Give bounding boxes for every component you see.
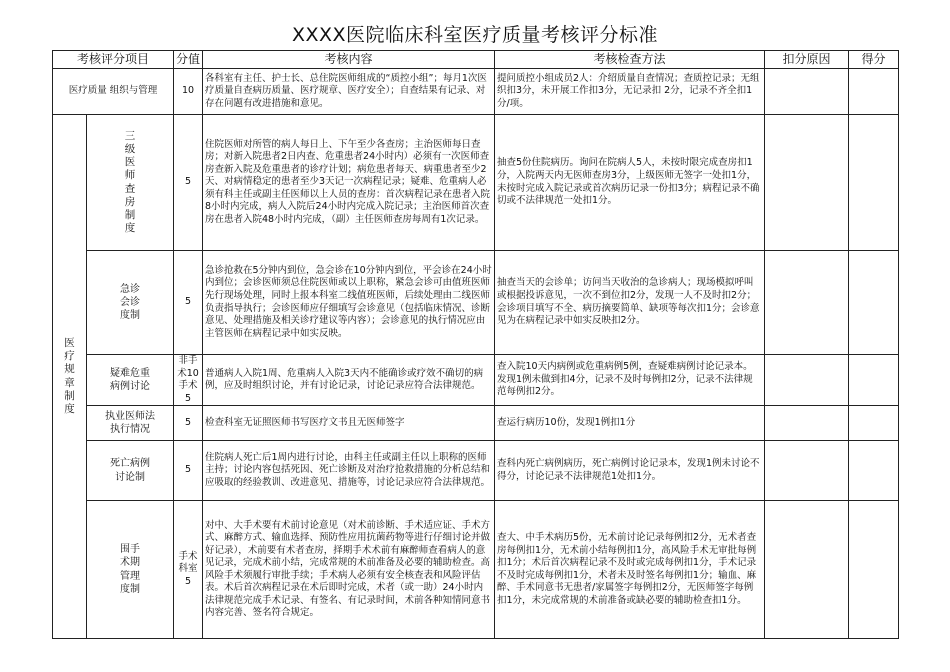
deduction-cell <box>765 441 849 501</box>
points-cell <box>849 69 899 115</box>
header-points: 得分 <box>849 51 899 69</box>
table-header-row <box>53 51 899 69</box>
row-content: 普通病人入院1周、危重病人入院3天内不能确诊或疗效不确切的病例，应及时组织讨论，并有讨论记录，讨论记录应符合法律规范。 <box>203 355 495 406</box>
header-score: 分值 <box>174 51 203 69</box>
row-item-line: 执行情况 <box>110 424 150 436</box>
row-item-line: 会诊 <box>120 296 140 308</box>
row-content: 各科室有主任、护士长、总住院医师组成的“质控小组”；每月1次医疗质量自查病历质量、医疗规章、医疗安全）；自查结果有记录、对存在问题有改进措施和意见。 <box>203 69 495 115</box>
row-item-line: 度制 <box>120 583 140 595</box>
row-item-text: 三 级 医 师 查 房 制 度 <box>124 130 136 234</box>
row-item-line: 急诊 <box>120 283 140 295</box>
row-method: 查运行病历10份，发现1例扣1分 <box>495 406 765 441</box>
points-cell <box>849 406 899 441</box>
group-label-text: 医 疗 规 章 制 度 <box>64 337 75 415</box>
row-content: 检查科室无证照医师书写医疗文书且无医师签字 <box>203 406 495 441</box>
table-row <box>53 441 899 501</box>
row-method: 查科内死亡病例病历，死亡病例讨论记录本，发现1例未讨论不得分，讨论记录不法律规范1处扣1分。 <box>495 441 765 501</box>
row-item-line: 执业医师法 <box>105 410 155 422</box>
row-method: 抽查当天的会诊单；访问当天收治的急诊病人；现场模拟呼叫或根据投诉意见，一次不到位扣2分，发现一人不及时扣2分；会诊项目填写不全、病历摘要简单、缺项等每次扣1分；会诊意见为在病程记录中如实反映扣2分。 <box>495 251 765 355</box>
row-content: 急诊抢救在5分钟内到位，急会诊在10分钟内到位，平会诊在24小时内到位；会诊医师须总住院医师或以上职称，紧急会诊可由值班医师先行现场处理，同时上报本科室二线值班医师，后续处理由二线医师负责指导执行；会诊医师应仔细填写会诊意见（包括临床情况、诊断意见、处理措施及相关诊疗建议等内容）；会诊意见的执行情况应由主管医师在病程记录中如实反映。 <box>203 251 495 355</box>
row-item-line: 讨论制 <box>115 471 145 483</box>
group-label <box>53 115 87 639</box>
row-item <box>87 501 174 639</box>
header-item: 考核评分项目 <box>53 51 174 69</box>
scoring-table <box>52 50 899 639</box>
table-row <box>53 115 899 251</box>
row-content: 对中、大手术要有术前讨论意见（对术前诊断、手术适应证、手术方式、麻醉方式、输血选择、预防性应用抗菌药物等进行仔细讨论并做好记录），术前要有术者查房，择期手术术前有麻醉师查看病人的意见记录，完成术前小结，完成常规的术前准备及必要的辅助检查。高风险手术须履行审批手续；手术病人必须有安全核查表和风险评估表。术后首次病程记录在术后即时完成，术者（或一助）24小时内法律规范完成手术记录、有签名、有记录时间，术前各种知情同意书内容完善、签名符合规定。 <box>203 501 495 639</box>
table-row <box>53 501 899 639</box>
row-method: 提问质控小组成员2人：介绍质量自查情况；查质控记录；无组织扣3分，未开展工作扣3分，无记录扣 2分，记录不齐全扣1分/项。 <box>495 69 765 115</box>
row-score: 5 <box>174 441 203 501</box>
row-item-line: 病例讨论 <box>110 381 150 393</box>
row-method: 查入院10天内病例或危重病例5例，查疑难病例讨论记录本。发现1例未做到扣4分，记录不及时每例扣2分，记录不法律规范每例扣2分。 <box>495 355 765 406</box>
row-item-line: 死亡病例 <box>110 458 150 470</box>
row-item-line: 疑难危重 <box>110 367 150 379</box>
row-score: 非手术10手术5 <box>174 355 203 406</box>
points-cell <box>849 501 899 639</box>
row-item-line: 管理 <box>120 570 140 582</box>
table-row <box>53 355 899 406</box>
deduction-cell <box>765 251 849 355</box>
row-content: 住院病人死亡后1周内进行讨论，由科主任或副主任以上职称的医师主持；讨论内容包括死因、死亡诊断及对治疗抢救措施的分析总结和应吸取的经验教训、改进意见、措施等，讨论记录应符合法律规范。 <box>203 441 495 501</box>
row-score: 5 <box>174 115 203 251</box>
points-cell <box>849 115 899 251</box>
row-score: 5 <box>174 251 203 355</box>
row-content: 住院医师对所管的病人每日上、下午至少各查房；主治医师每日查房；对新入院患者2日内查、危重患者24小时内）必须有一次医师查房查新入院及危重患者的诊疗计划；病危患者每天、病重患者至少2天、对病情稳定的患者至少3天记一次病程记录；疑难、危重病人必须有科主任或副主任医师以上人员的查房：首次病程记录在患者入院8小时内完成，病人入院后24小时内完成入院记录；主治医师首次查房在患者入院48小时内完成，（副）主任医师查房每周有1次记录。 <box>203 115 495 251</box>
table-row <box>53 406 899 441</box>
row-item <box>87 406 174 441</box>
row-item <box>87 251 174 355</box>
row-item <box>87 115 174 251</box>
row-score: 5 <box>174 406 203 441</box>
deduction-cell <box>765 69 849 115</box>
deduction-cell <box>765 501 849 639</box>
document-title: XXXX医院临床科室医疗质量考核评分标准 <box>291 24 659 46</box>
row-method: 抽查5份住院病历。询问在院病人5人，未按时限完成查房扣1分，入院两天内无医师查房3分，上级医师无签字一处扣1分，未按时完成入院记录或首次病历记录一份扣3分；病程记录不确切或不法律规范一处扣1分。 <box>495 115 765 251</box>
table-row <box>53 251 899 355</box>
row-method: 查大、中手术病历5份，无术前讨论记录每例扣2分，无术者查房每例扣1分，无术前小结每例扣1分，高风险手术无审批每例扣1分；术后首次病程记录不及时或完成每例扣1分，手术记录不及时完成每例扣1分，术者未及时签名每例扣1分；输血、麻醉、手术同意书无患者/家属签字每例扣2分，无医师签字每例扣1分，未完成常规的术前准备或缺必要的辅助检查扣1分。 <box>495 501 765 639</box>
header-content: 考核内容 <box>203 51 495 69</box>
points-cell <box>849 251 899 355</box>
deduction-cell <box>765 406 849 441</box>
row-item: 医疗质量 组织与管理 <box>53 69 174 115</box>
row-item-line: 围手 <box>120 544 140 556</box>
header-method: 考核检查方法 <box>495 51 765 69</box>
points-cell <box>849 355 899 406</box>
row-score: 手术科室5 <box>174 501 203 639</box>
points-cell <box>849 441 899 501</box>
row-score: 10 <box>174 69 203 115</box>
deduction-cell <box>765 355 849 406</box>
row-item <box>87 355 174 406</box>
row-item <box>87 441 174 501</box>
deduction-cell <box>765 115 849 251</box>
row-item-line: 度制 <box>120 310 140 322</box>
header-deduction-reason: 扣分原因 <box>765 51 849 69</box>
row-item-line: 术期 <box>120 557 140 569</box>
table-row <box>53 69 899 115</box>
